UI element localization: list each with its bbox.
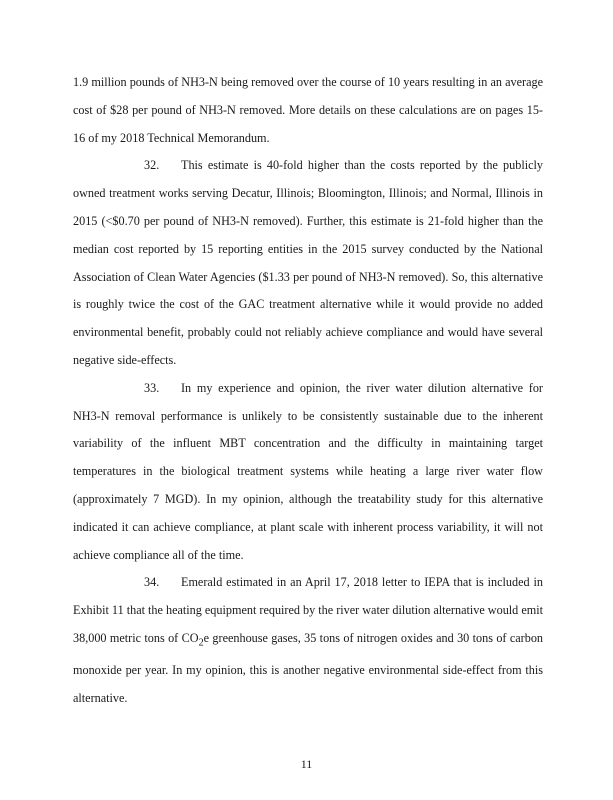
paragraph-number: 32. (144, 158, 160, 173)
paragraph-33 (73, 375, 543, 570)
paragraph-text-part: e greenhouse gases, 35 tons of nitrogen oxides and 30 tons of carbon monoxide per year. In my opinion, this is another negative environmental side-effect from this alternative. (73, 630, 544, 705)
paragraph-continuation (73, 69, 543, 152)
co2-subscript: 2 (198, 637, 204, 649)
paragraph-text: In my experience and opinion, the river water dilution alternative for NH3-N removal performance is unlikely to be consistently sustainable due to the inherent variability of the influent MBT concentration and the difficulty in maintaining target temperatures in the biological treatment systems while heating a large river water flow (approximately 7 MGD). In my opinion, although the treatability study for this alternative indicated it can achieve compliance, at plant scale with inherent process variability, it will not achieve compliance all of the time. (73, 380, 543, 562)
paragraph-number: 34. (144, 575, 160, 590)
paragraph-34 (73, 569, 543, 712)
paragraph-number: 33. (144, 380, 160, 395)
paragraph-text-part: Emerald estimated in an April 17, 2018 letter to IEPA that is included in Exhibit 11 that the heating equipment required by the river water dilution alternative would emit 38,000 metric tons of CO (73, 575, 543, 645)
paragraph-text: This estimate is 40-fold higher than the costs reported by the publicly owned treatment works serving Decatur, Illinois; Bloomington, Illinois; and Normal, Illinois in 2015 (<$0.70 per pound of NH3-N removed). Further, this estimate is 21-fold higher than the median cost reported by 15 reporting entities in the 2015 survey conducted by the National Association of Clean Water Agencies ($1.33 per pound of NH3-N removed). So, this alternative is roughly twice the cost of the GAC treatment alternative while it would provide no added environmental benefit, probably could not reliably achieve compliance and would have several negative side-effects. (73, 158, 543, 367)
document-body (73, 69, 543, 713)
paragraph-32 (73, 152, 543, 374)
page-number: 11 (300, 757, 313, 771)
paragraph-text: 1.9 million pounds of NH3-N being removed over the course of 10 years resulting in an average cost of $28 per pound of NH3-N removed. More details on these calculations are on pages 15-16 of my 2018 Technical Memorandum. (73, 75, 543, 145)
